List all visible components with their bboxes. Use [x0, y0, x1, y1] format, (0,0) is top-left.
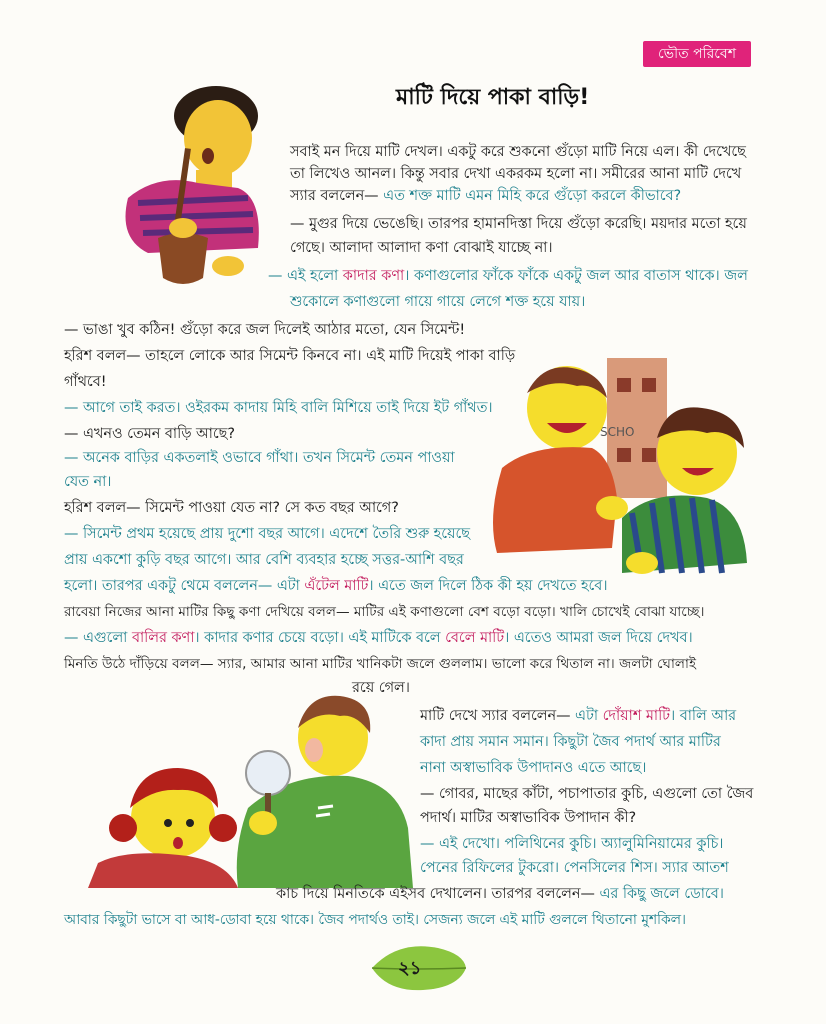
text-line: — এগুলো বালির কণা। কাদার কণার চেয়ে বড়ো। এই মাটিকে বলে বেলে মাটি। এতেও আমরা জল দিয়ে দেখব।: [64, 630, 693, 646]
text-line: রয়ে গেল।: [352, 680, 410, 696]
text-line: মিনতি উঠে দাঁড়িয়ে বলল— স্যার, আমার আনা মাটির খানিকটা জলে গুললাম। ভালো করে থিতাল না। জলটা ঘোলাই: [64, 656, 697, 672]
text-line: প্রায় একশো কুড়ি বছর আগে। আর বেশি ব্যবহার হচ্ছে সত্তর-আশি বছর: [64, 552, 464, 568]
text-line: গেছে। আলাদা আলাদা কণা বোঝাই যাচ্ছে না।: [290, 240, 553, 256]
text-line: — এখনও তেমন বাড়ি আছে?: [64, 426, 235, 442]
text-line: শুকোলে কণাগুলো গায়ে গায়ে লেগে শক্ত হয়ে যায়।: [290, 294, 586, 310]
text-line: মাটি দেখে স্যার বললেন— এটা দোঁয়াশ মাটি। বালি আর: [420, 708, 737, 724]
text-line: — সিমেন্ট প্রথম হয়েছে প্রায় দুশো বছর আগে। এদেশে তৈরি শুরু হয়েছে: [64, 526, 471, 542]
text-line: আবার কিছুটা ভাসে বা আধ-ডোবা হয়ে থাকে। জৈব পদার্থও তাই। সেজন্য জলে এই মাটি গুললে থিতানো মুশকিল।: [64, 912, 686, 928]
text-line: কাচ দিয়ে মিনতিকে এইসব দেখালেন। তারপর বললেন— এর কিছু জলে ডোবে।: [276, 886, 724, 902]
text-line: — ভাঙা খুব কঠিন! গুঁড়ো করে জল দিলেই আঠার মতো, যেন সিমেন্ট!: [64, 322, 466, 338]
teacher-and-boy-illustration: [482, 348, 752, 588]
text-line: হলো। তারপর একটু থেমে বললেন— এটা এঁটেল মাটি। এতে জল দিলে ঠিক কী হয় দেখতে হবে।: [64, 578, 608, 594]
text-line: পদার্থ। মাটির অস্বাভাবিক উপাদান কী?: [420, 810, 637, 826]
text-line: কাদা প্রায় সমান সমান। কিছুটা জৈব পদার্থ আর মাটির: [420, 734, 721, 750]
text-line: গাঁথবে!: [64, 374, 107, 390]
text-line: সবাই মন দিয়ে মাটি দেখল। একটু করে শুকনো গুঁড়ো মাটি নিয়ে এল। কী দেখেছে: [290, 144, 746, 160]
text-line: হরিশ বলল— তাহলে লোকে আর সিমেন্ট কিনবে না। এই মাটি দিয়েই পাকা বাড়ি: [64, 348, 516, 364]
text-line: — গোবর, মাছের কাঁটা, পচাপাতার কুচি, এগুলো তো জৈব: [420, 786, 754, 802]
text-line: — অনেক বাড়ির একতলাই ওভাবে গাঁথা। তখন সিমেন্ট তেমন পাওয়া: [64, 450, 455, 466]
text-line: — মুগুর দিয়ে ভেঙেছি। তারপর হামানদিস্তা দিয়ে গুঁড়ো করেছি। ময়দার মতো হয়ে: [290, 216, 747, 232]
text-line: হরিশ বলল— সিমেন্ট পাওয়া যেত না? সে কত বছর আগে?: [64, 500, 399, 516]
text-line: — এই দেখো। পলিথিনের কুচি। অ্যালুমিনিয়ামের কুচি।: [420, 836, 724, 852]
page-number: ২১: [398, 958, 422, 979]
text-line: রাবেয়া নিজের আনা মাটির কিছু কণা দেখিয়ে বলল— মাটির এই কণাগুলো বেশ বড়ো বড়ো। খালি চোখেই বোঝা যাচ্ছে।: [64, 604, 705, 620]
text-line: তা লিখেও আনল। কিন্তু সবার দেখা একরকম হলো না। সমীরের আনা মাটি দেখে: [290, 166, 742, 182]
text-line: — এই হলো কাদার কণা। কণাগুলোর ফাঁকে ফাঁকে একটু জল আর বাতাস থাকে। জল: [268, 268, 748, 284]
text-line: স্যার বললেন— এত শক্ত মাটি এমন মিহি করে গুঁড়ো করলে কীভাবে?: [290, 188, 682, 204]
text-line: যেত না।: [64, 474, 112, 490]
boy-grinding-illustration: [88, 78, 278, 293]
svg-text:SCHO: SCHO: [600, 425, 635, 439]
section-tag: ভৌত পরিবেশ: [643, 41, 751, 67]
page-title: মাটি দিয়ে পাকা বাড়ি!: [396, 85, 590, 110]
teacher-magnifier-girl-illustration: [78, 688, 418, 888]
text-line: পেনের রিফিলের টুকরো। পেনসিলের শিস। স্যার আতশ: [420, 860, 729, 876]
text-line: নানা অস্বাভাবিক উপাদানও এতে আছে।: [420, 760, 647, 776]
text-line: — আগে তাই করত। ওইরকম কাদায় মিহি বালি মিশিয়ে তাই দিয়ে ইট গাঁথত।: [64, 400, 493, 416]
